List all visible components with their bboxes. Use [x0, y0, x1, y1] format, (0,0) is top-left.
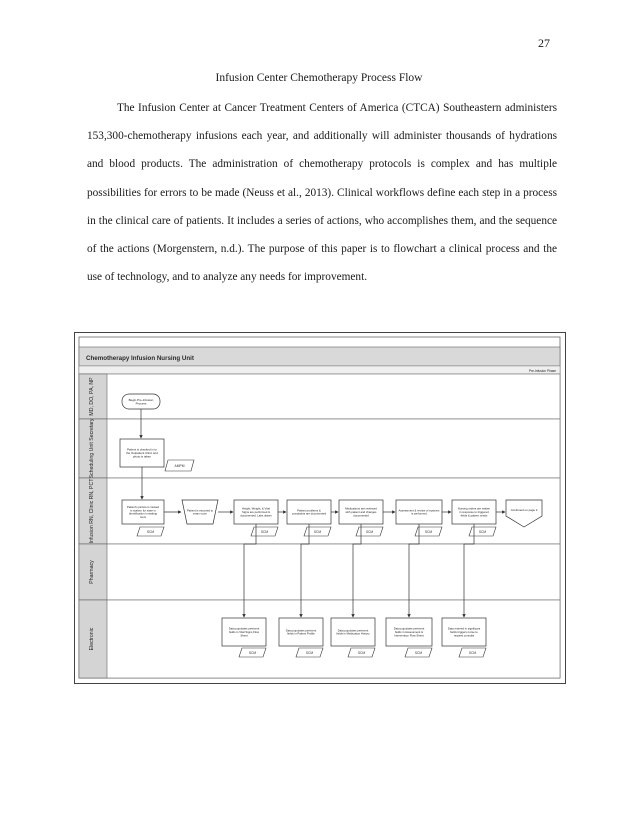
swimlane-label: Pharmacy — [89, 560, 95, 584]
scm-tag-label: SCM — [357, 651, 366, 655]
electronic-step-label: Data populates pertinent fields in Vital Signs Flow Sheet — [228, 626, 260, 638]
phase-label: Pre-Infusion Phase — [528, 369, 556, 373]
rn-step-label: Patient's picture is viewed in system for ease in identification in waiting room — [126, 504, 160, 520]
electronic-step-label: Data populates pertinent fields in Patient Profile — [285, 628, 317, 636]
scm-tag — [251, 527, 278, 536]
electronic-step — [279, 618, 323, 646]
scm-tag-label: SCM — [146, 530, 155, 534]
rn-step-label: Patient problems & complaints are documented — [291, 508, 327, 516]
scm-tag — [304, 527, 331, 536]
scm-tag-label: SCM — [305, 651, 314, 655]
swimlane — [79, 544, 560, 600]
flowchart-title: Chemotherapy Infusion Nursing Unit — [86, 355, 194, 362]
rn-step — [182, 500, 218, 524]
scm-tag-label: SCM — [248, 651, 257, 655]
scm-tag — [137, 527, 164, 536]
swimlane-label: Scheduling Unit Secretary — [89, 418, 95, 479]
electronic-step — [331, 618, 375, 646]
rn-step — [452, 500, 496, 524]
rn-step — [396, 500, 442, 524]
scm-tag-label: SCM — [468, 651, 477, 655]
electronic-step — [442, 618, 486, 646]
scm-tag — [469, 527, 496, 536]
scm-tag — [405, 648, 432, 657]
scm-tag — [239, 648, 266, 657]
page-number: 27 — [538, 36, 550, 50]
start-node-label: Begin Pre-Infusion Process — [128, 397, 154, 406]
scm-tag-label: SCM — [424, 530, 433, 534]
rn-step-label: Assessment & review of systems is performed — [398, 508, 440, 516]
checkin-system-label: AMPM — [174, 464, 185, 468]
electronic-step-label: Data entered in significant fields triggers nurse to request consults — [447, 626, 481, 638]
process-flowchart — [74, 332, 566, 684]
checkin-node — [120, 439, 164, 467]
scm-tag — [356, 527, 383, 536]
scm-tag-label: SCM — [260, 530, 269, 534]
intro-paragraph: The Infusion Center at Cancer Treatment Centers of America (CTCA) Southeastern administers 153,300-chemotherapy infusions each year, and additionally will administer thousands of hydrations and blood products. The administration of chemotherapy protocols is complex and has multiple possibilities for errors to be made (Neuss et al., 2013). Clinical workflows define each step in a process in the clinical care of patients. It includes a series of actions, who accomplishes them, and the sequence of the actions (Morgenstern, n.d.). The purpose of this paper is to flowchart a clinical process and the use of technology, and to analyze any needs for improvement. — [87, 102, 557, 284]
swimlane-label: Electronic — [89, 627, 95, 651]
scm-tag — [348, 648, 375, 657]
rn-step — [287, 500, 331, 524]
scm-tag-label: SCM — [313, 530, 322, 534]
scm-tag-label: SCM — [414, 651, 423, 655]
scm-tag — [296, 648, 323, 657]
rn-step-label: Height, Weight, & Vital Signs are performed & documented. Labs drawn — [240, 506, 272, 518]
swimlane-label: Infusion RN, Clinic RN, PCT — [89, 478, 95, 544]
rn-step — [234, 500, 278, 524]
rn-step-label: Patient is escorted to exam room — [186, 508, 214, 516]
scm-tag-label: SCM — [365, 530, 374, 534]
scm-tag-label: SCM — [478, 530, 487, 534]
page-heading: Infusion Center Chemotherapy Process Flow — [215, 72, 423, 84]
scm-tag — [459, 648, 486, 657]
electronic-step-label: Data populates pertinent fields in Medication History — [336, 628, 370, 636]
body-text — [87, 94, 557, 291]
rn-step — [122, 500, 164, 524]
start-node — [122, 394, 160, 409]
electronic-step — [222, 618, 266, 646]
electronic-step — [386, 618, 432, 646]
rn-step-label: Medications are reviewed with patient and changes documented — [345, 506, 377, 518]
rn-step-label: Nursing orders are written in response to triggered fields & patient needs — [457, 506, 491, 518]
continue-node-label: Continued on page 2 — [510, 508, 538, 513]
swimlane-label: MD, DO, PA, NP — [89, 377, 95, 416]
flowchart-title-area — [79, 347, 560, 374]
rn-step — [339, 500, 383, 524]
checkin-node-label: Patient is checked in to the Outpatient Clinic and photo is taken — [126, 447, 158, 459]
electronic-step-label: Data populates pertinent fields in Assessment & Intervention Flow Sheet — [393, 626, 425, 638]
checkin-system-tag — [165, 460, 194, 471]
